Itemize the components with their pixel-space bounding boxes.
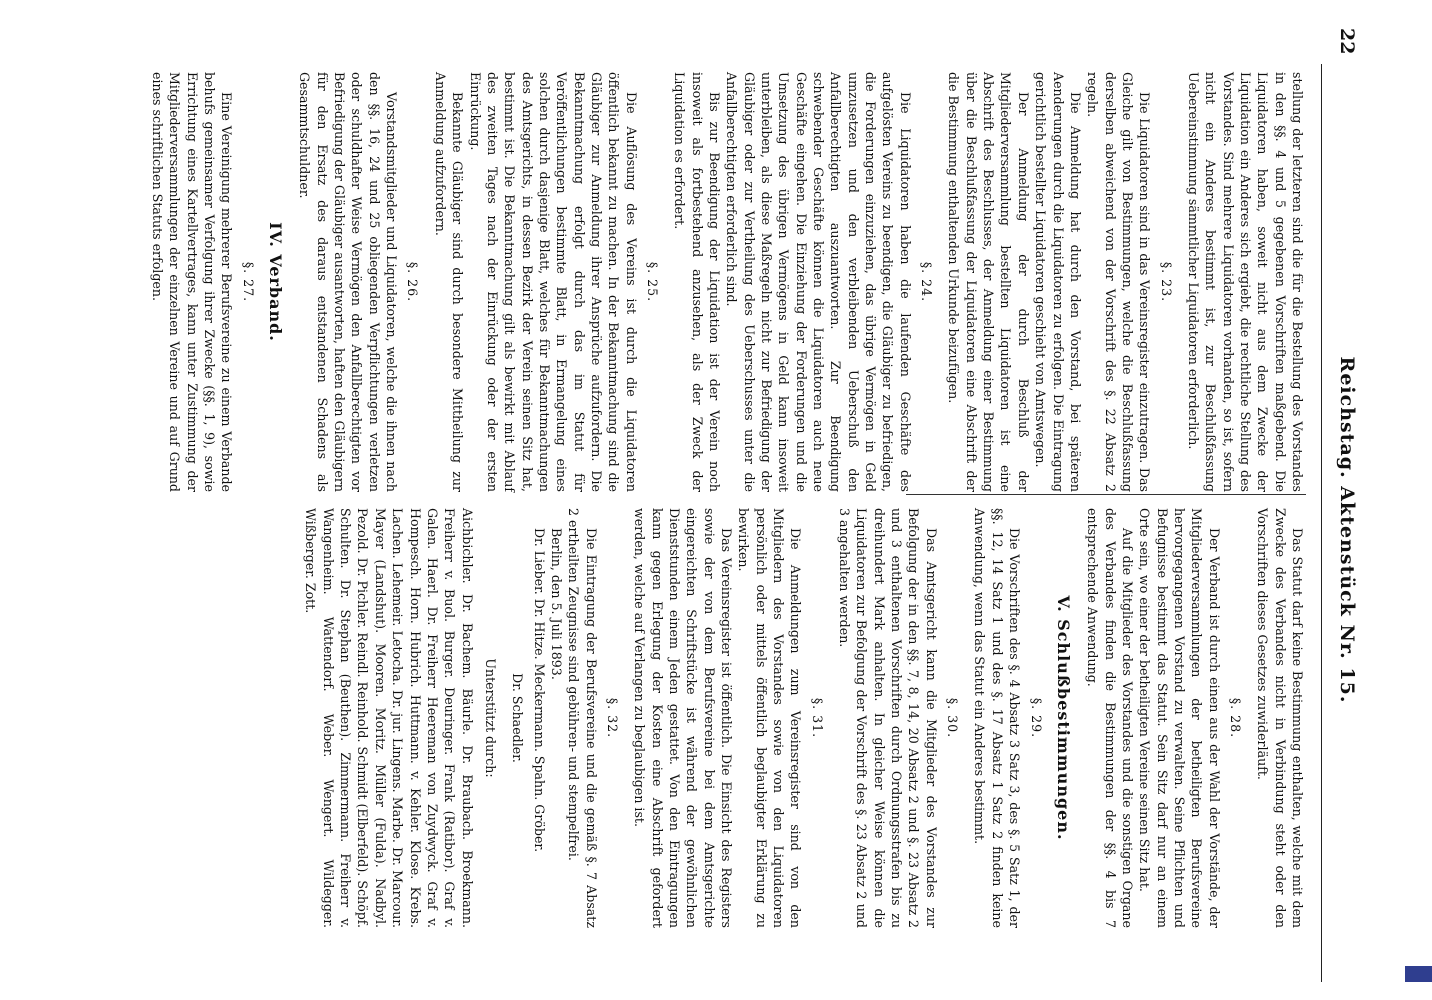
place-date: Berlin, den 5. Juli 1893. <box>548 528 564 680</box>
chapter-heading: IV. Verband. <box>266 222 286 342</box>
section-heading: §. 29. <box>1028 697 1044 739</box>
column-divider <box>906 494 1306 495</box>
paragraph: Das Amtsgericht kann die Mitglieder des Vorstandes zur Befolgung der in den §§. 7, 8, 14, 20 Absatz 2 und §. 23 Absatz 2 und 3 enthaltenen Vorschriften durch Ordnungsstrafen bis zu dreihundert Mark anhalten. In gleicher Weise können die Liquidatoren zur Befolgung der Vorschrift des §. 23 Absatz 2 und 3 angehalten werden. <box>837 508 939 928</box>
signatories: Dr. Lieber. Dr. Hitze. Meckermann. Spahn. Gröber. <box>531 528 547 853</box>
paragraph: Auf die Mitglieder des Vorstandes und die sonstigen Organe des Verbandes finden die Bestimmungen der §§. 4 bis 7 entsprechende Anwendung. <box>1085 508 1135 928</box>
page-header <box>1330 28 1364 972</box>
page-number: 22 <box>1336 28 1358 55</box>
paragraph: Bis zur Beendigung der Liquidation ist der Verein noch insoweit als fortbestehend anzusehen, als der Zweck der Liquidation es erfordert. <box>672 72 722 492</box>
right-column <box>302 508 1306 928</box>
paragraph: Die Anmeldungen zum Vereinsregister sind von den Mitgliedern des Vorstandes sowie von den Liquidatoren persönlich oder mittels öffentlich beglaubigter Erklärung zu bewirken. <box>736 508 804 928</box>
section-heading: §. 24. <box>919 261 935 303</box>
dfg-watermark <box>1411 14 1427 984</box>
section-heading: §. 23. <box>1158 261 1174 303</box>
paragraph: stellung der letzteren sind die für die Bestellung des Vorstandes in den §§. 4 und 5 gegebenen Vorschriften maßgebend. Die Liquidatoren haben, soweit nicht aus dem Zwecke der Liquidation ein Anderes sich ergiebt, die rechtliche Stellung des Vorstandes. Sind mehrere Liquidatoren vorhanden, so ist, sofern nicht ein Anderes bestimmt ist, zur Beschlußfassung Uebereinstimmung sämmtlicher Liquidatoren erforderlich. <box>1185 72 1305 492</box>
paragraph: Eine Vereinigung mehrerer Berufsvereine zu einem Verbande behufs gemeinsamer Verfolgung ihrer Zwecke (§§. 1, 9), sowie Errichtung eines Kartellvertrages, kann unter Zustimmung der Mitgliederversammlungen der einzelnen Vereine und auf Grund eines schriftlichen Statuts erfolgen. <box>150 72 235 492</box>
header-rule <box>1321 64 1322 982</box>
section-heading: §. 28. <box>1227 697 1243 739</box>
section-heading: §. 25. <box>644 261 660 303</box>
paragraph: Die Liquidatoren sind in das Vereinsregister einzutragen. Das Gleiche gilt von Bestimmungen, welche die Beschlußfassung derselben abweichend von der Vorschrift des §. 22 Absatz 2 regeln. <box>1085 72 1153 492</box>
section-heading: §. 32. <box>604 697 620 739</box>
paragraph: Die Eintragung der Berufsvereine und die gemäß §. 7 Absatz 2 ertheilten Zeugnisse sind gebühren- und stempelfrei. <box>566 508 599 928</box>
left-column <box>149 72 1306 492</box>
paragraph: Der Anmeldung der durch Beschluß der Mitgliederversammlung bestellten Liquidatoren ist eine Abschrift des Beschlusses, der Anmeldung einer Bestimmung über die Beschlußfassung der Liquidatoren eine Abschrift der die Bestimmung enthaltenden Urkunde beizufügen. <box>946 72 1031 492</box>
paragraph: Die Vorschriften des §. 4 Absatz 3 Satz 3, des §. 5 Satz 1, der §§. 12, 14 Satz 1 und des §. 17 Absatz 1 Satz 2 finden keine Anwendung, wenn das Statut ein Anderes bestimmt. <box>972 508 1023 928</box>
paragraph: Bekannte Gläubiger sind durch besondere Mittheilung zur Anmeldung aufzufordern. <box>432 72 466 492</box>
paragraph: Das Vereinsregister ist öffentlich. Die Einsicht des Registers sowie der von dem Berufsvereine bei dem Amtsgerichte eingereichten Schriftstücke ist während der gewöhnlichen Dienststunden einem Jeden gestattet. Von den Eintragungen kann gegen Erlegung der Kosten eine Abschrift gefordert werden, welche auf Verlangen zu beglaubigen ist. <box>632 508 735 928</box>
section-heading: §. 26. <box>405 261 421 303</box>
chapter-heading: V. Schlußbestimmungen. <box>1053 595 1073 841</box>
section-heading: §. 31. <box>809 697 825 739</box>
supporters-heading: Unterstützt durch: <box>482 658 498 778</box>
paragraph: Die Liquidatoren haben die laufenden Geschäfte des aufgelösten Vereins zu beendigen, die Gläubiger zu befriedigen, die Forderungen einzuziehen, das übrige Vermögen in Geld umzusetzen und den verbleibenden Ueberschuß den Anfallberechtigten auszuantworten. Zur Beendigung schwebender Geschäfte können die Liquidatoren auch neue Geschäfte eingehen. Die Einziehung der Forderungen und die Umsetzung des übrigen Vermögens in Geld kann insoweit unterbleiben, als diese Maßregeln nicht zur Befriedigung der Gläubiger oder zur Vertheilung des Ueberschusses unter die Anfallberechtigten erforderlich sind. <box>724 72 913 492</box>
signatory-last: Dr. Schaedler. <box>510 673 526 763</box>
paragraph: Das Statut darf keine Bestimmung enthalten, welche mit dem Zwecke des Verbandes nicht in Verbindung steht oder den Vorschriften dieses Gesetzes zuwiderläuft. <box>1255 508 1305 928</box>
section-heading: §. 27. <box>240 261 256 303</box>
paragraph: Der Verband ist durch einen aus der Wahl der Vorstände, der Mitgliederversammlungen der betheiligten Berufsvereine hervorgegangenen Vorstand zu verwalten. Seine Pflichten und Befugnisse bestimmt das Statut. Sein Sitz darf nur an einem Orte sein, wo einer der betheiligten Vereine seinen Sitz hat. <box>1137 508 1222 928</box>
dfg-logo-badge <box>1405 966 1432 982</box>
paragraph: Die Anmeldung hat durch den Vorstand, bei späteren Aenderungen durch die Liquidatoren zu erfolgen. Die Eintragung gerichtlich bestellter Liquidatoren geschieht von Amtswegen. <box>1033 72 1083 492</box>
supporters-list: Aichbichler. Dr. Bachem. Bäurle. Dr. Braubach. Broekmann. Freiherr v. Buol. Burger. Deuringer. Frank (Ratibor). Graf v. Galen. Haerl. Dr. Freiherr Heereman von Zuydwyck. Graf v. Hompesch. Horn. Hubrich. Huttmann. v. Kehler. Klose. Krebs. Lachen. Lehemeir. Letocha. Dr. jur. Lingens. Marbe. Dr. Marcour. Mayer (Landshut). Mooren. Moritz. Müller (Fulda). Nadbyl. Pezold. Dr. Pichler. Reindl. Reinhold. Schmidt (Elberfeld). Schöpf. Schulten. Dr. Stephan (Beuthen). Zimmermann. Freiherr v. Wangenheim. Wattendorf. Weber. Wengert. Wildegger. Wißberger. Zott. <box>303 508 475 928</box>
running-title: Reichstag. Aktenstück Nr. 15. <box>1336 356 1358 704</box>
section-heading: §. 30. <box>945 697 961 739</box>
paragraph: Vorstandsmitglieder und Liquidatoren, welche die ihnen nach den §§. 16, 24 und 25 obliegenden Verpflichtungen verletzen oder schuldhafter Weise Vermögen den Anfallberechtigten vor Befriedigung der Gläubiger ausantworten, haften den Gläubigern für den Ersatz des daraus entstandenen Schadens als Gesammtschuldner. <box>297 72 400 492</box>
paragraph: Die Auflösung des Vereins ist durch die Liquidatoren öffentlich bekannt zu machen. In der Bekanntmachung sind die Gläubiger zur Anmeldung ihrer Ansprüche aufzufordern. Die Bekanntmachung erfolgt durch das im Statut für Veröffentlichungen bestimmte Blatt, in Ermangelung eines solchen durch dasjenige Blatt, welches für Bekanntmachungen des Amtsgerichts, in dessen Bezirk der Verein seinen Sitz hat, bestimmt ist. Die Bekanntmachung gilt als bewirkt mit Ablauf des zweiten Tages nach der Einrückung oder der ersten Einrückung. <box>467 72 639 492</box>
